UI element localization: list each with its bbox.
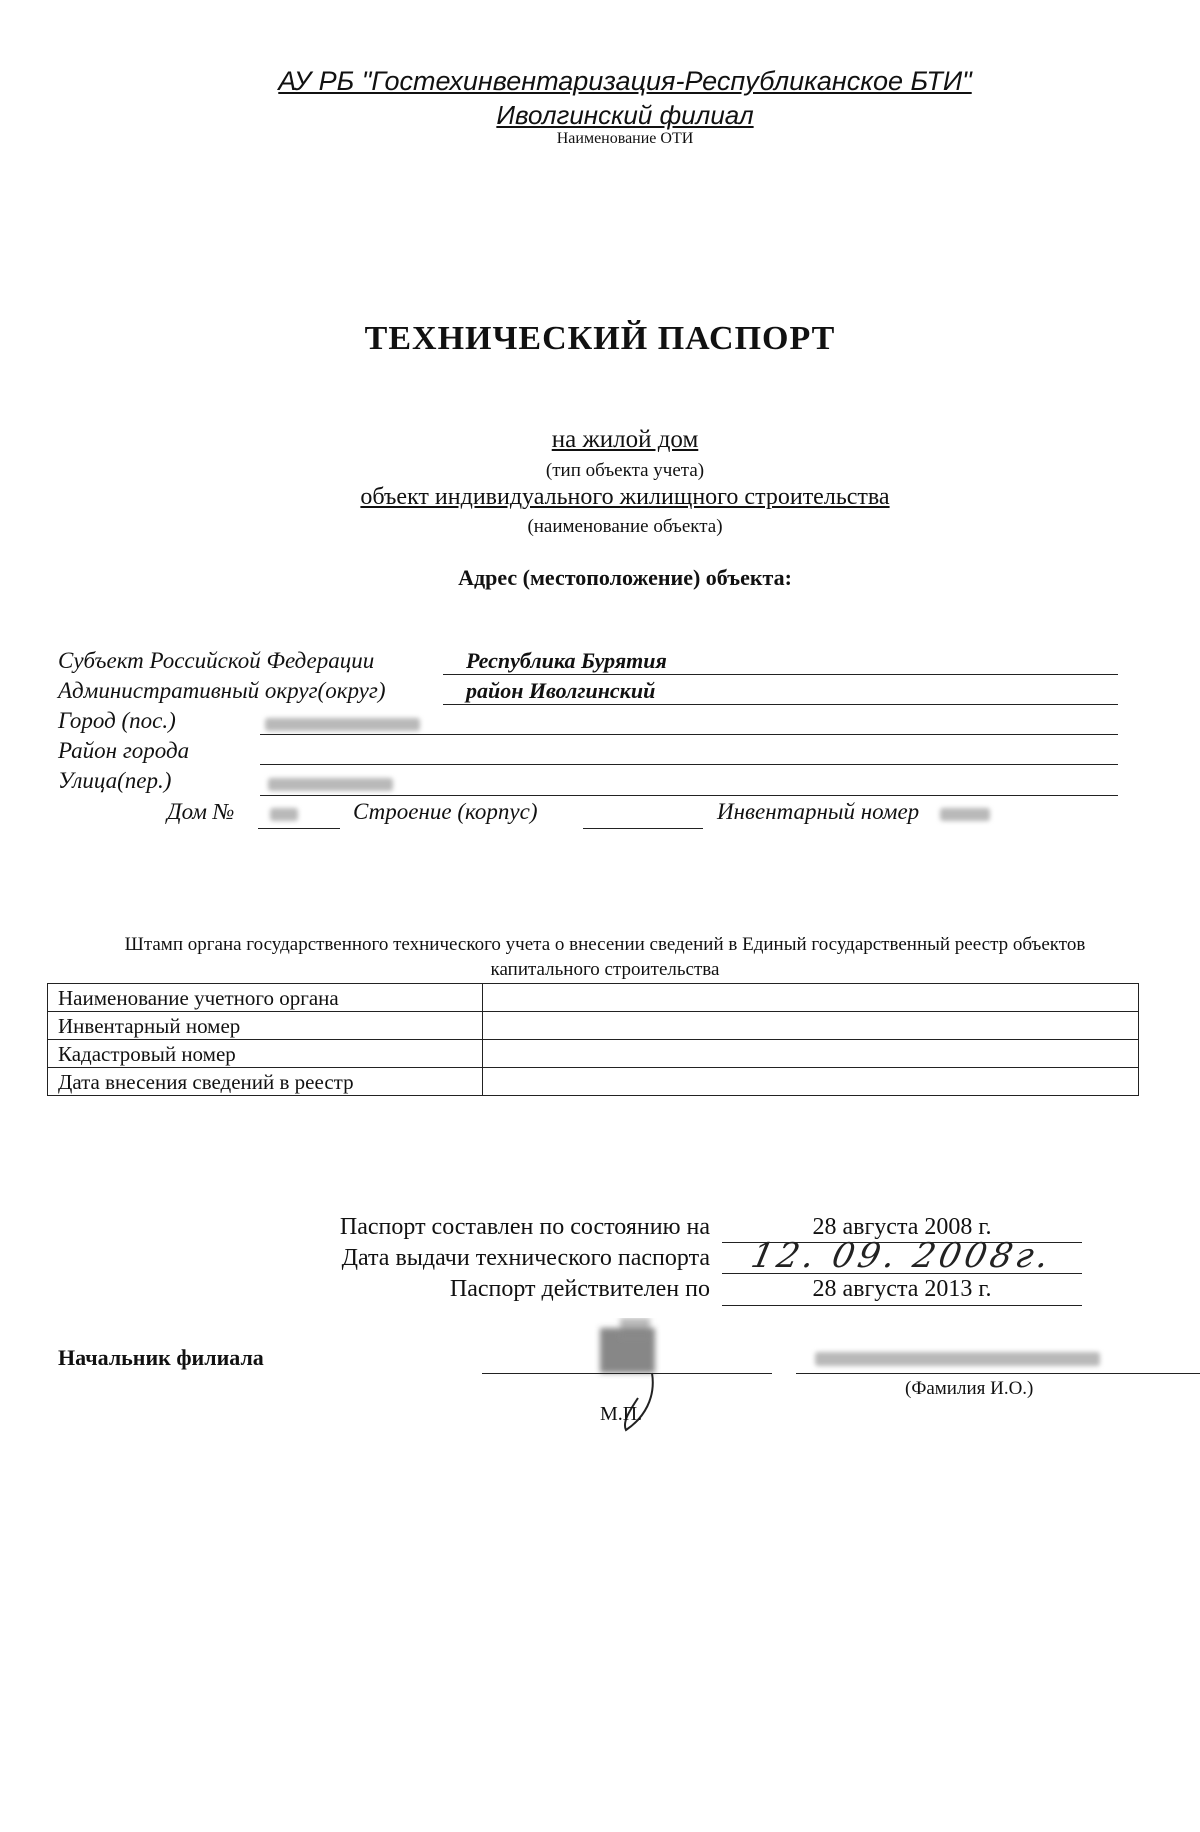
street-label: Улица(пер.) <box>58 768 172 793</box>
object-type: на жилой дом <box>551 426 699 453</box>
building-line <box>583 828 703 829</box>
stamp-row-value <box>483 1040 1139 1068</box>
stamp-row-value <box>483 1068 1139 1096</box>
house-redacted <box>270 808 298 821</box>
stamp-row-label: Дата внесения сведений в реестр <box>48 1068 483 1096</box>
table-row <box>48 1040 1139 1068</box>
name-redacted <box>815 1352 1100 1366</box>
object-name: объект индивидуального жилищного строительства <box>360 484 890 510</box>
table-row <box>48 984 1139 1012</box>
district-value: район Иволгинский <box>466 678 656 703</box>
subject-label: Субъект Российской Федерации <box>58 648 375 673</box>
branch-name: Иволгинский филиал <box>496 100 754 130</box>
stamp-heading-line1: Штамп органа государственного технического учета о внесении сведений в Единый государственный реестр объектов <box>124 934 1086 955</box>
city-district-label: Район города <box>58 738 190 763</box>
address-heading: Адрес (местоположение) объекта: <box>458 565 792 590</box>
valid-date-label: Паспорт действителен по <box>449 1276 710 1302</box>
object-type-caption: (тип объекта учета) <box>545 460 705 481</box>
name-caption: (Фамилия И.О.) <box>905 1378 1034 1399</box>
stamp-heading <box>40 932 1170 982</box>
city-district-line <box>260 764 1118 765</box>
street-redacted <box>268 778 393 791</box>
house-line <box>258 828 340 829</box>
issue-date-line <box>722 1273 1082 1274</box>
seal-label: М.П. <box>600 1403 643 1425</box>
district-line <box>443 704 1118 705</box>
name-line <box>796 1373 1200 1374</box>
inventory-redacted <box>940 808 990 821</box>
state-date-value: 28 августа 2008 г. <box>812 1214 992 1240</box>
signature-line <box>482 1373 772 1374</box>
stamp-row-label: Кадастровый номер <box>48 1040 483 1068</box>
object-name-caption: (наименование объекта) <box>527 516 723 537</box>
issue-date-label: Дата выдачи технического паспорта <box>341 1245 710 1271</box>
inventory-label: Инвентарный номер <box>717 799 920 824</box>
org-caption: Наименование ОТИ <box>556 130 694 147</box>
stamp-heading-line2: капитального строительства <box>490 959 720 980</box>
district-label: Административный округ(округ) <box>58 678 386 703</box>
valid-date-line <box>722 1305 1082 1306</box>
building-label: Строение (корпус) <box>353 799 538 824</box>
document-title: ТЕХНИЧЕСКИЙ ПАСПОРТ <box>364 320 836 357</box>
table-row <box>48 1068 1139 1096</box>
stamp-row-label: Наименование учетного органа <box>48 984 483 1012</box>
stamp-table <box>47 983 1139 1096</box>
state-date-label: Паспорт составлен по состоянию на <box>339 1214 710 1240</box>
stamp-row-value <box>483 984 1139 1012</box>
city-label: Город (пос.) <box>58 708 176 733</box>
subject-line <box>443 674 1118 675</box>
issue-date-value: 12. 09. 2008г. <box>747 1236 1057 1276</box>
city-line <box>260 734 1118 735</box>
house-label: Дом № <box>167 799 235 824</box>
position-label: Начальник филиала <box>58 1345 264 1370</box>
org-name: АУ РБ "Гостехинвентаризация-Республиканское БТИ" <box>278 66 972 96</box>
valid-date-value: 28 августа 2013 г. <box>812 1276 992 1302</box>
table-row <box>48 1012 1139 1040</box>
city-redacted <box>265 718 420 731</box>
stamp-row-value <box>483 1012 1139 1040</box>
subject-value: Республика Бурятия <box>466 648 667 673</box>
stamp-row-label: Инвентарный номер <box>48 1012 483 1040</box>
street-line <box>260 795 1118 796</box>
